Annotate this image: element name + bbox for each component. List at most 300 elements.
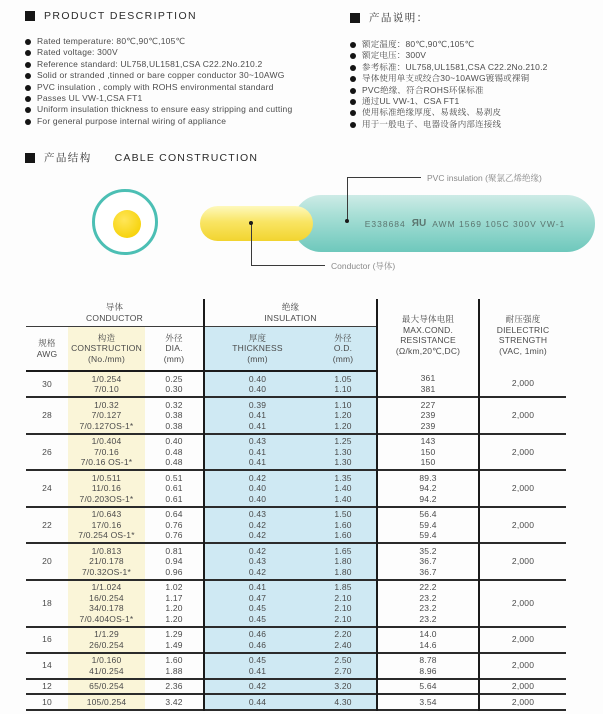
value-line: 1.30 <box>334 446 352 457</box>
table-row-awg-22 <box>26 507 566 544</box>
section-marker-square-icon <box>25 153 35 163</box>
product-description-cn-section <box>350 10 603 131</box>
cell-dielectric <box>479 694 566 710</box>
value-line: 17/0.16 <box>91 519 122 530</box>
bullet-text: Rated voltage: 300V <box>37 48 118 58</box>
bullet-icon <box>25 119 31 125</box>
cell-dielectric <box>479 580 566 627</box>
cell-awg <box>26 507 68 544</box>
value-line: 1/0.160 <box>91 655 122 665</box>
value-line: 0.46 <box>248 639 267 650</box>
section-title-text: PRODUCT DESCRIPTION <box>44 10 197 22</box>
value-line: 23.2 <box>419 603 437 613</box>
header-line: 外径 <box>334 332 352 343</box>
value-line: 143 <box>420 436 436 446</box>
header-line: 最大导体电阻 <box>401 314 455 324</box>
cell-thickness <box>204 580 310 627</box>
cell-resistance <box>377 627 479 653</box>
value-line: 1/0.254 <box>91 373 122 384</box>
cell-construction <box>68 694 145 710</box>
value-line: 2.50 <box>334 655 352 665</box>
value-line: 2.20 <box>334 629 352 639</box>
cell-resistance <box>377 694 479 710</box>
cell-awg <box>26 470 68 507</box>
value-line: 239 <box>420 420 436 431</box>
value-line: 1/0.813 <box>91 545 122 556</box>
cell-resistance <box>377 434 479 471</box>
leader-line <box>347 177 348 221</box>
dielectric-column-header <box>479 299 566 371</box>
header-line: CONDUCTOR <box>86 312 143 323</box>
bullet-text: 使用标准绝缘厚度、易裁线、易剥皮 <box>362 108 502 118</box>
value-line: 94.2 <box>419 493 437 504</box>
value-line: 28 <box>42 410 52 420</box>
conductor-group-header <box>26 299 204 327</box>
value-line: 0.81 <box>165 545 183 556</box>
cell-resistance <box>377 679 479 695</box>
cell-thickness <box>204 434 310 471</box>
bullet-icon <box>25 85 31 91</box>
cell-resistance <box>377 543 479 580</box>
cell-od <box>310 470 377 507</box>
cell-resistance <box>377 371 479 397</box>
value-line: 0.43 <box>248 436 267 446</box>
dia-column-header <box>145 327 204 372</box>
header-line: MAX.COND. <box>403 324 454 335</box>
value-line: 0.41 <box>248 410 267 420</box>
table-row-awg-26 <box>26 434 566 471</box>
cell-awg <box>26 543 68 580</box>
value-line: 59.4 <box>419 519 437 530</box>
cell-resistance <box>377 653 479 679</box>
value-line: 239 <box>420 410 436 420</box>
bullet-item <box>25 60 347 69</box>
value-line: 0.40 <box>248 493 267 504</box>
cell-dielectric <box>479 371 566 397</box>
value-line: 1.60 <box>334 519 352 530</box>
table-row-awg-16 <box>26 627 566 653</box>
cell-dia <box>145 627 204 653</box>
bullet-item <box>350 40 603 49</box>
leader-dot <box>345 219 349 223</box>
value-line: 150 <box>420 457 436 467</box>
value-line: 2,000 <box>511 660 535 671</box>
leader-line <box>251 223 252 266</box>
value-line: 0.42 <box>248 472 267 483</box>
bullet-text: Passes UL VW-1,CSA FT1 <box>37 93 143 103</box>
product-description-list <box>25 37 347 126</box>
value-line: 7/0.16 OS-1* <box>80 457 133 467</box>
value-line: 1.85 <box>334 582 352 592</box>
cell-construction <box>68 653 145 679</box>
ul-recognized-mark-icon: ЯU <box>411 218 427 229</box>
value-line: 23.2 <box>419 613 437 624</box>
header-line: STRENGTH <box>498 335 548 345</box>
value-line: 0.47 <box>248 592 267 603</box>
resistance-column-header <box>377 299 479 371</box>
value-line: 2.10 <box>334 592 352 603</box>
value-line: 1.05 <box>334 373 352 384</box>
value-line: 7/0.127OS-1* <box>79 420 134 431</box>
cell-resistance <box>377 507 479 544</box>
value-line: 7/0.203OS-1* <box>79 493 134 504</box>
value-line: 1.29 <box>165 629 183 639</box>
bullet-item <box>350 86 603 95</box>
table-row-awg-12 <box>26 679 566 695</box>
value-line: 10 <box>42 696 52 707</box>
value-line: 7/0.127 <box>91 410 122 420</box>
bullet-text: Uniform insulation thickness to ensure easy stripping and cutting <box>37 105 293 115</box>
cell-thickness <box>204 653 310 679</box>
value-line: 0.42 <box>248 519 267 530</box>
ul-file-number: E338684 <box>364 218 406 229</box>
cell-dielectric <box>479 397 566 434</box>
bullet-text: 用于一般电子、电器设备内部连接线 <box>362 119 502 129</box>
value-line: 1.10 <box>334 399 352 410</box>
cell-construction <box>68 434 145 471</box>
bullet-icon <box>350 65 356 71</box>
value-line: 361 <box>420 373 436 383</box>
value-line: 1.50 <box>334 509 352 519</box>
value-line: 20 <box>42 556 52 566</box>
header-line: THICKNESS <box>232 343 283 354</box>
cell-dia <box>145 397 204 434</box>
bullet-item <box>25 48 347 57</box>
cell-od <box>310 580 377 627</box>
bullet-text: PVC绝缘，符合ROHS环保标准 <box>362 85 484 95</box>
bullet-item <box>350 108 603 117</box>
header-line: O.D. <box>333 343 353 354</box>
leader-line <box>347 177 421 178</box>
construction-column-header <box>68 327 145 372</box>
value-line: 24 <box>42 483 52 493</box>
value-line: 26 <box>42 446 52 457</box>
value-line: 1.35 <box>334 472 352 483</box>
cell-thickness <box>204 507 310 544</box>
cell-od <box>310 627 377 653</box>
bullet-item <box>25 71 347 80</box>
cell-dielectric <box>479 507 566 544</box>
value-line: 2,000 <box>511 556 535 566</box>
cell-thickness <box>204 371 310 397</box>
value-line: 0.43 <box>248 556 267 566</box>
value-line: 3.54 <box>419 696 437 707</box>
value-line: 2.40 <box>334 639 352 650</box>
bullet-icon <box>350 53 356 59</box>
value-line: 7/0.254 OS-1* <box>78 530 135 540</box>
header-line: (mm) <box>247 353 268 364</box>
bullet-text: 通过UL VW-1、CSA FT1 <box>362 96 460 106</box>
bullet-item <box>25 37 347 46</box>
od-column-header <box>310 327 377 372</box>
table-row-awg-14 <box>26 653 566 679</box>
cell-thickness <box>204 470 310 507</box>
value-line: 0.42 <box>248 545 267 556</box>
header-line: INSULATION <box>264 312 317 323</box>
cell-awg <box>26 580 68 627</box>
cell-dielectric <box>479 653 566 679</box>
thickness-column-header <box>204 327 310 372</box>
value-line: 1.20 <box>334 420 352 431</box>
value-line: 0.38 <box>165 410 183 420</box>
table-row-awg-30 <box>26 371 566 397</box>
value-line: 1.20 <box>165 613 183 624</box>
value-line: 0.45 <box>248 655 267 665</box>
value-line: 23.2 <box>419 592 437 603</box>
value-line: 1.65 <box>334 545 352 556</box>
value-line: 65/0.254 <box>89 681 124 691</box>
header-line: (mm) <box>332 353 354 364</box>
value-line: 2,000 <box>511 681 535 691</box>
value-line: 34/0.178 <box>89 603 124 613</box>
cell-awg <box>26 434 68 471</box>
value-line: 2,000 <box>511 696 535 707</box>
value-line: 0.32 <box>165 399 183 410</box>
cell-resistance <box>377 397 479 434</box>
table-group-header-row <box>26 299 566 327</box>
value-line: 22.2 <box>419 582 437 592</box>
cell-dia <box>145 694 204 710</box>
value-line: 1.02 <box>165 582 183 592</box>
value-line: 5.64 <box>419 681 437 691</box>
cell-dia <box>145 434 204 471</box>
value-line: 0.45 <box>248 603 267 613</box>
value-line: 2.10 <box>334 603 352 613</box>
value-line: 41/0.254 <box>89 665 124 676</box>
value-line: 2,000 <box>511 378 535 389</box>
value-line: 0.38 <box>165 420 183 431</box>
cell-od <box>310 371 377 397</box>
value-line: 0.76 <box>165 530 183 540</box>
cell-dia <box>145 679 204 695</box>
value-line: 1.30 <box>334 457 352 467</box>
header-line: (Ω/km,20℃,DC) <box>395 345 461 356</box>
value-line: 0.42 <box>248 681 267 691</box>
cell-dia <box>145 470 204 507</box>
value-line: 150 <box>420 446 436 457</box>
value-line: 0.61 <box>165 483 183 493</box>
cell-resistance <box>377 580 479 627</box>
bullet-text: Rated temperature: 80℃,90℃,105℃ <box>37 37 186 46</box>
value-line: 14.6 <box>419 639 437 650</box>
value-line: 1.80 <box>334 556 352 566</box>
value-line: 0.41 <box>248 420 267 431</box>
value-line: 0.40 <box>248 483 267 493</box>
cell-construction <box>68 397 145 434</box>
value-line: 1/0.404 <box>91 436 122 446</box>
bullet-item <box>350 97 603 106</box>
header-line: (No./mm) <box>87 353 125 364</box>
section-title-cn: 产品结构 <box>44 152 92 164</box>
cell-dia <box>145 580 204 627</box>
table-row-awg-10 <box>26 694 566 710</box>
cell-dielectric <box>479 543 566 580</box>
bullet-item <box>350 63 603 72</box>
value-line: 1.60 <box>165 655 183 665</box>
value-line: 1/1.024 <box>91 582 122 592</box>
value-line: 4.30 <box>334 696 352 707</box>
value-line: 0.48 <box>165 457 183 467</box>
value-line: 94.2 <box>419 483 437 493</box>
value-line: 0.61 <box>165 493 183 504</box>
value-line: 0.43 <box>248 509 267 519</box>
value-line: 0.41 <box>248 457 267 467</box>
value-line: 0.45 <box>248 613 267 624</box>
product-description-section <box>25 10 347 128</box>
section-marker-square-icon <box>25 11 35 21</box>
value-line: 36.7 <box>419 566 437 577</box>
header-line: 绝缘 <box>281 302 300 312</box>
table-row-awg-20 <box>26 543 566 580</box>
product-description-cn-title <box>350 10 603 25</box>
value-line: 0.42 <box>248 530 267 540</box>
value-line: 0.41 <box>248 582 267 592</box>
value-line: 7/0.16 <box>94 446 119 457</box>
value-line: 14 <box>42 660 52 671</box>
value-line: 2,000 <box>511 519 535 530</box>
value-line: 18 <box>42 597 52 608</box>
spec-table <box>26 299 566 711</box>
value-line: 0.48 <box>165 446 183 457</box>
bullet-text: For general purpose internal wiring of appliance <box>37 116 227 126</box>
leader-line <box>251 265 325 266</box>
bullet-text: Solid or stranded ,tinned or bare copper conductor 30~10AWG <box>37 71 285 80</box>
cell-construction <box>68 470 145 507</box>
value-line: 1.60 <box>334 530 352 540</box>
value-line: 0.40 <box>248 373 267 384</box>
cell-dia <box>145 507 204 544</box>
value-line: 0.41 <box>248 665 267 676</box>
value-line: 2.36 <box>165 681 183 691</box>
bullet-icon <box>350 88 356 94</box>
value-line: 0.42 <box>248 566 267 577</box>
cell-construction <box>68 627 145 653</box>
header-line: RESISTANCE <box>400 335 456 345</box>
cell-od <box>310 397 377 434</box>
value-line: 3.42 <box>165 696 183 707</box>
awg-column-header <box>26 327 68 372</box>
value-line: 0.30 <box>165 384 183 394</box>
value-line: 1.40 <box>334 483 352 493</box>
cell-construction <box>68 679 145 695</box>
bullet-item <box>350 74 603 83</box>
cable-rating-text: AWM 1569 105C 300V VW-1 <box>432 218 566 229</box>
value-line: 105/0.254 <box>86 696 127 707</box>
header-line: (VAC, 1min) <box>499 345 547 356</box>
value-line: 7/0.10 <box>94 384 119 394</box>
cable-print-text <box>340 195 590 252</box>
cell-od <box>310 653 377 679</box>
header-line: DIA. <box>165 343 183 354</box>
value-line: 22 <box>42 519 52 530</box>
section-marker-square-icon <box>350 13 360 23</box>
header-line: AWG <box>36 348 58 359</box>
value-line: 1/0.32 <box>94 399 119 410</box>
cell-dielectric <box>479 679 566 695</box>
cell-awg <box>26 371 68 397</box>
value-line: 8.78 <box>419 655 437 665</box>
cell-awg <box>26 627 68 653</box>
value-line: 7/0.404OS-1* <box>79 613 134 624</box>
header-line: 导体 <box>105 302 124 312</box>
value-line: 59.4 <box>419 530 437 540</box>
cell-awg <box>26 694 68 710</box>
value-line: 89.3 <box>419 472 437 483</box>
value-line: 0.40 <box>248 384 267 394</box>
header-line: (mm) <box>163 353 185 364</box>
cell-dielectric <box>479 627 566 653</box>
cell-od <box>310 694 377 710</box>
bullet-text: Reference standard: UL758,UL1581,CSA C22.2No.210.2 <box>37 59 263 69</box>
value-line: 0.44 <box>248 696 267 707</box>
bullet-item <box>25 83 347 92</box>
cell-od <box>310 434 377 471</box>
cell-dia <box>145 371 204 397</box>
cell-od <box>310 507 377 544</box>
bullet-text: 导体使用单支或绞合30~10AWG镀锡或裸铜 <box>362 74 530 83</box>
cell-resistance <box>377 470 479 507</box>
conductor-rod <box>200 206 313 241</box>
value-line: 11/0.16 <box>91 483 122 493</box>
cell-thickness <box>204 543 310 580</box>
value-line: 26/0.254 <box>89 639 124 650</box>
value-line: 1.88 <box>165 665 183 676</box>
value-line: 0.39 <box>248 399 267 410</box>
cell-od <box>310 679 377 695</box>
value-line: 381 <box>420 383 436 394</box>
value-line: 16 <box>42 634 52 645</box>
value-line: 14.0 <box>419 629 437 639</box>
cell-awg <box>26 679 68 695</box>
value-line: 56.4 <box>419 509 437 519</box>
cell-thickness <box>204 679 310 695</box>
conductor-label: Conductor (导体) <box>331 261 396 271</box>
value-line: 2.10 <box>334 613 352 624</box>
value-line: 0.94 <box>165 556 183 566</box>
cell-construction <box>68 507 145 544</box>
value-line: 7/0.32OS-1* <box>82 566 131 577</box>
bullet-icon <box>25 62 31 68</box>
section-title-en: CABLE CONSTRUCTION <box>114 151 259 164</box>
value-line: 16/0.254 <box>89 592 124 603</box>
value-line: 1/1.29 <box>94 629 119 639</box>
conductor-core-circle <box>113 210 141 238</box>
cell-thickness <box>204 694 310 710</box>
value-line: 2.70 <box>334 665 352 676</box>
value-line: 2,000 <box>511 483 535 493</box>
header-line: 厚度 <box>248 332 267 343</box>
bullet-icon <box>350 110 356 116</box>
bullet-icon <box>350 99 356 105</box>
cell-awg <box>26 397 68 434</box>
bullet-icon <box>25 50 31 56</box>
header-line: DIELECTRIC <box>496 324 550 335</box>
cell-awg <box>26 653 68 679</box>
value-line: 1.17 <box>165 592 183 603</box>
cell-thickness <box>204 627 310 653</box>
value-line: 1.25 <box>334 436 352 446</box>
table-row-awg-18 <box>26 580 566 627</box>
bullet-icon <box>25 73 31 79</box>
value-line: 0.41 <box>248 446 267 457</box>
header-line: 规格 <box>38 338 56 348</box>
value-line: 1.20 <box>165 603 183 613</box>
value-line: 0.96 <box>165 566 183 577</box>
leader-dot <box>249 221 253 225</box>
value-line: 8.96 <box>419 665 437 676</box>
product-description-title <box>25 10 347 22</box>
product-description-cn-list <box>350 40 603 129</box>
